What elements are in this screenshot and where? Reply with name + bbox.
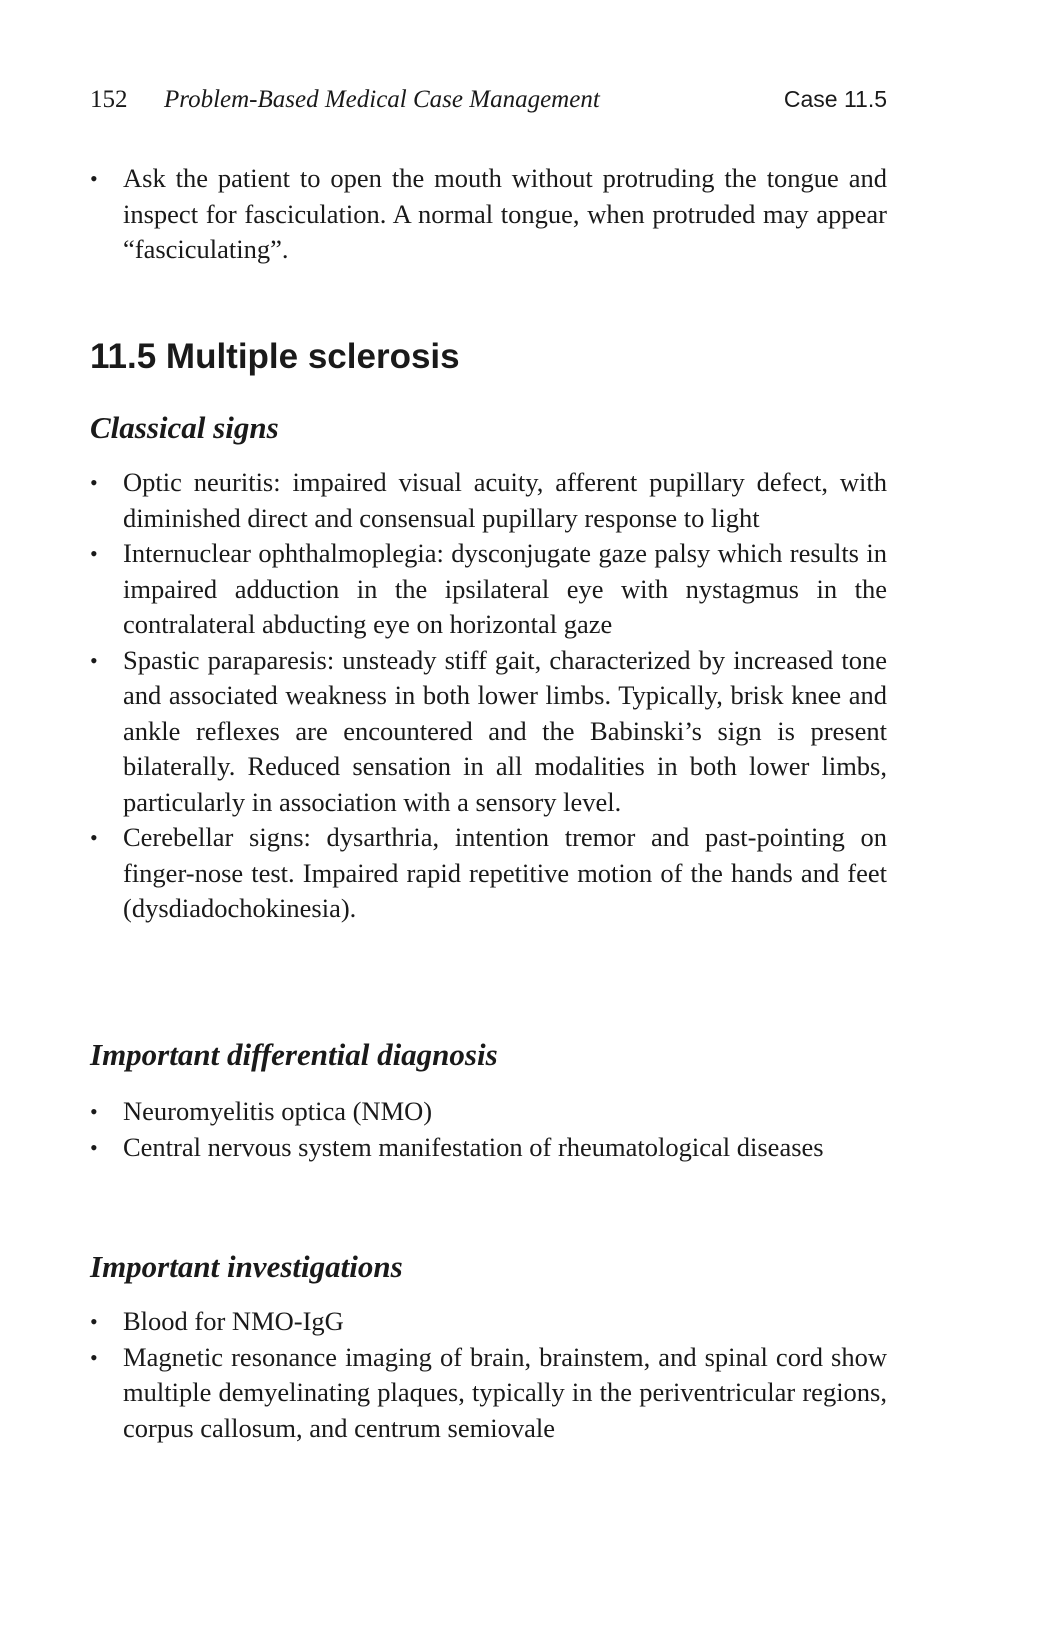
list-item: • Cerebellar signs: dysarthria, intention tremor and past-pointing on finger-nose test. Impaired rapid repetitive motion of the hands and feet (dysdiadochokinesia). — [90, 820, 887, 927]
intro-block — [90, 161, 887, 268]
list-item: • Magnetic resonance imaging of brain, brainstem, and spinal cord show multiple demyelinating plaques, typically in the periventricular regions, corpus callosum, and centrum semiovale — [90, 1340, 887, 1447]
list-item: • Spastic paraparesis: unsteady stiff gait, characterized by increased tone and associated weakness in both lower limbs. Typically, brisk knee and ankle reflexes are encountered and the Babinski’s sign is present bilaterally. Reduced sensation in all modalities in both lower limbs, particularly in association with a sensory level. — [90, 643, 887, 821]
investigations-list — [90, 1304, 887, 1446]
classical-signs-list — [90, 465, 887, 927]
classical-signs-block — [90, 465, 887, 927]
list-item: • Neuromyelitis optica (NMO) — [90, 1094, 887, 1130]
differential-diagnosis-list — [90, 1094, 887, 1165]
classical-signs-heading: Classical signs — [90, 410, 279, 445]
book-title: Problem-Based Medical Case Management — [164, 86, 600, 113]
intro-list — [90, 161, 887, 268]
differential-diagnosis-block — [90, 1094, 887, 1165]
running-header — [90, 86, 887, 120]
list-item: • Blood for NMO-IgG — [90, 1304, 887, 1340]
list-item: • Ask the patient to open the mouth without protruding the tongue and inspect for fasciculation. A normal tongue, when protruded may appear “fasciculating”. — [90, 161, 887, 268]
case-label: Case 11.5 — [783, 86, 887, 112]
list-item: • Central nervous system manifestation of rheumatological diseases — [90, 1130, 887, 1166]
section-title: 11.5 Multiple sclerosis — [90, 337, 460, 376]
investigations-heading: Important investigations — [90, 1249, 403, 1284]
investigations-block — [90, 1304, 887, 1446]
differential-diagnosis-heading: Important differential diagnosis — [90, 1037, 498, 1072]
list-item: • Optic neuritis: impaired visual acuity, afferent pupillary defect, with diminished direct and consensual pupillary response to light — [90, 465, 887, 536]
page-number: 152 — [90, 86, 128, 113]
list-item: • Internuclear ophthalmoplegia: dysconjugate gaze palsy which results in impaired adduction in the ipsilateral eye with nystagmus in the contralateral abducting eye on horizontal gaze — [90, 536, 887, 643]
